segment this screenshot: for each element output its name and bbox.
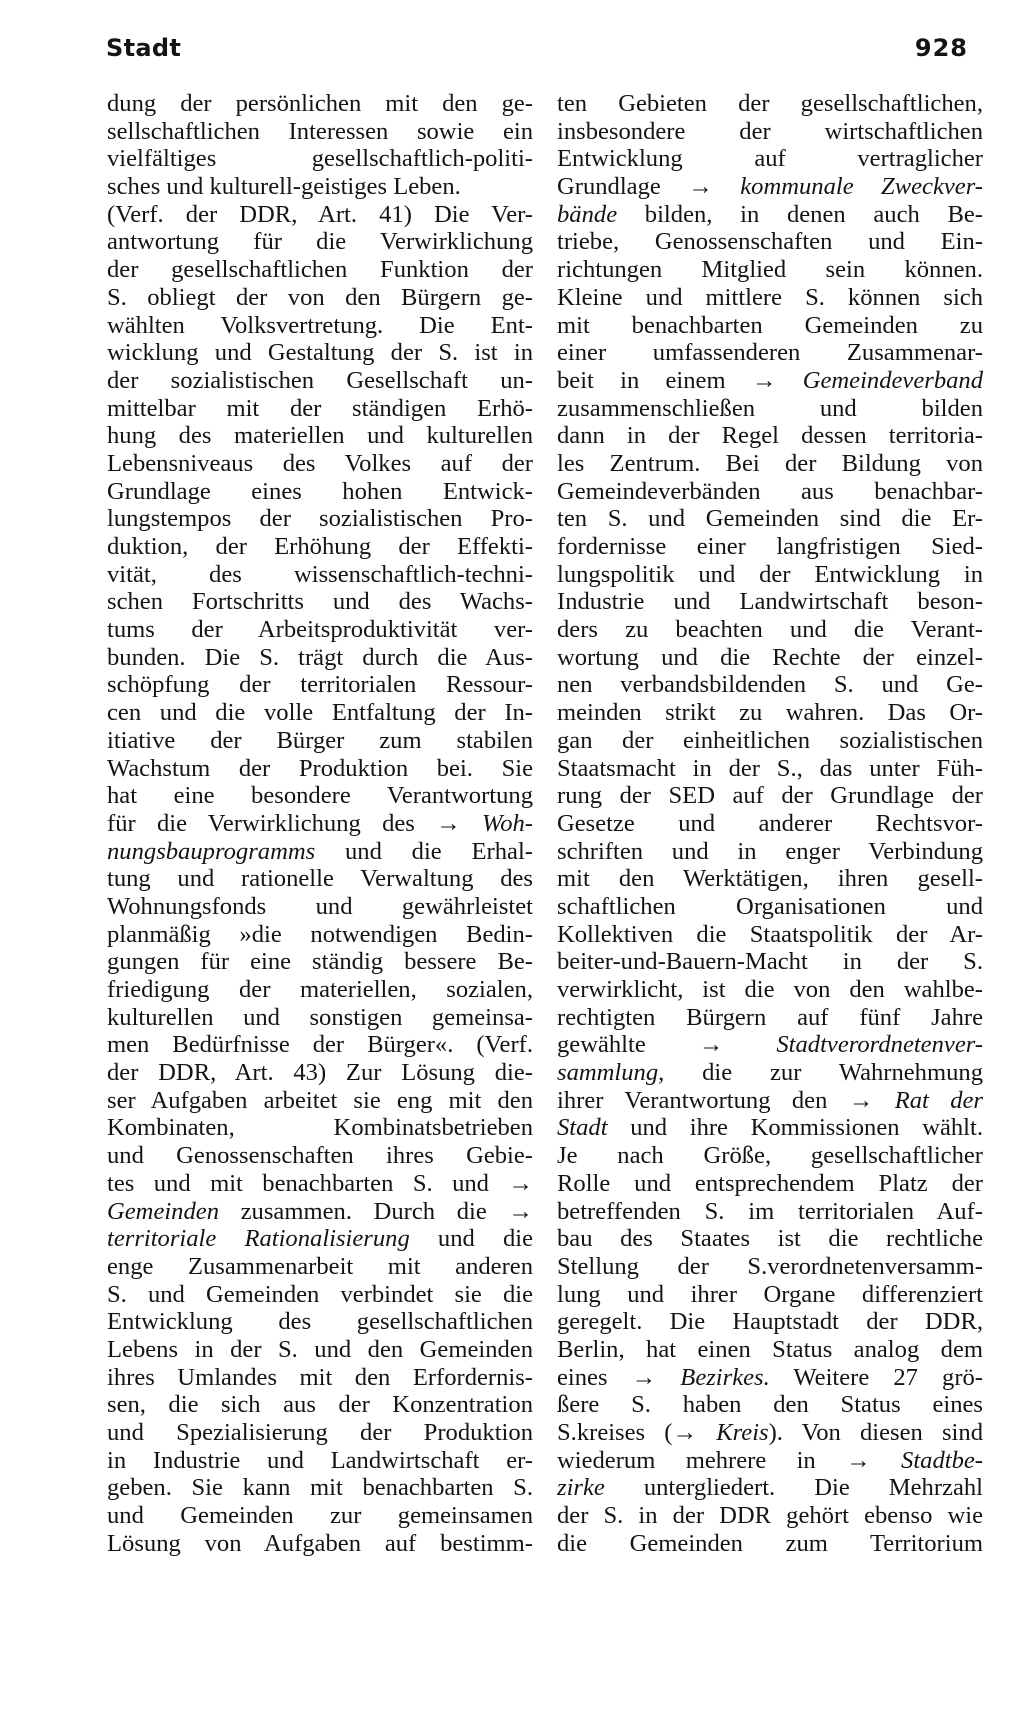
line-text: meinden strikt zu wahren. Das Or- [557, 699, 983, 727]
line-text: ßere S. haben den Status eines [557, 1391, 983, 1419]
line-text: Gemeindeverbänden aus benachbar- [557, 477, 983, 505]
page-header [106, 34, 968, 74]
line-text: sen, die sich aus der Konzentration [107, 1391, 533, 1419]
line-text: Lösung von Aufgaben auf bestimm- [107, 1529, 533, 1557]
line-text: gan der einheitlichen sozialistischen [557, 726, 983, 754]
line-text: der S. in der DDR gehört ebenso wie [557, 1502, 983, 1530]
line-text: zusammenschließen und bilden [557, 394, 983, 422]
text-line [557, 1530, 983, 1558]
line-text: vität, des wissenschaftlich-techni- [107, 560, 533, 588]
text-line [557, 1308, 983, 1336]
line-text: und Spezialisierung der Produktion [107, 1419, 533, 1446]
line-text: mittelbar mit der ständigen Erhö- [107, 394, 533, 422]
text-line [557, 395, 983, 423]
line-text: geregelt. Die Hauptstadt der DDR, [557, 1308, 983, 1336]
line-text: Kleine und mittlere S. können sich [557, 283, 983, 311]
text-line [557, 699, 983, 727]
line-text: men Bedürfnisse der Bürger«. (Verf. [107, 1031, 533, 1059]
text-line [107, 173, 533, 201]
text-line [557, 422, 983, 450]
text-line [557, 1031, 983, 1059]
text-line [107, 1059, 533, 1087]
line-text: triebe, Genossenschaften und Ein- [557, 228, 983, 256]
text-line [557, 1281, 983, 1309]
text-line [107, 450, 533, 478]
line-text: betreffenden S. im territorialen Auf- [557, 1197, 983, 1225]
text-line [107, 422, 533, 450]
text-line [557, 976, 983, 1004]
line-text: vielfältiges gesellschaftlich-politi- [107, 145, 533, 173]
cross-reference: Gemeindeverband [776, 366, 983, 394]
text-line [107, 1447, 533, 1475]
text-line [107, 118, 533, 146]
text-line [107, 367, 533, 395]
line-text: dann in der Regel dessen territoria- [557, 422, 983, 450]
text-line [107, 1474, 533, 1502]
text-line [107, 145, 533, 173]
line-text: schöpfung der territorialen Ressour- [107, 671, 533, 699]
line-text: kulturellen und sonstigen gemeinsa- [107, 1003, 533, 1031]
line-text: eines → [557, 1363, 657, 1391]
cross-reference: bände [557, 200, 618, 228]
line-text: zusammen. Durch die → [219, 1197, 533, 1225]
line-text: beiter-und-Bauern-Macht in der S. [557, 948, 983, 976]
line-text: ihres Umlandes mit den Erfordernis- [107, 1363, 533, 1391]
line-text: ihrer Verantwortung den → [557, 1086, 874, 1114]
text-line [557, 312, 983, 340]
line-text: lung und ihrer Organe differenziert [557, 1280, 983, 1308]
text-line [107, 1225, 533, 1253]
text-line [107, 588, 533, 616]
text-line [557, 505, 983, 533]
text-line [557, 1170, 983, 1198]
text-line [557, 339, 983, 367]
line-text: bunden. Die S. trägt durch die Aus- [107, 643, 533, 671]
text-line [107, 1419, 533, 1447]
cross-reference: Bezirkes. [656, 1363, 770, 1391]
line-text: wicklung und Gestaltung der S. ist in [107, 339, 533, 367]
cross-reference: sammlung, [557, 1059, 665, 1087]
left-text-column [107, 90, 533, 1557]
line-text: verwirklicht, ist die von den wahlbe- [557, 976, 983, 1003]
text-line [557, 228, 983, 256]
line-text: Je nach Größe, gesellschaftlicher [557, 1142, 983, 1170]
line-text: rung der SED auf der Grundlage der [557, 782, 983, 810]
text-line [107, 755, 533, 783]
line-text: wortung und die Rechte der einzel- [557, 643, 983, 671]
line-text: und ihre Kommissionen wählt. [607, 1114, 983, 1142]
text-line [557, 1114, 983, 1142]
line-text: lungstempos der sozialistischen Pro- [107, 505, 533, 533]
text-line [107, 727, 533, 755]
text-line [107, 865, 533, 893]
text-line [557, 865, 983, 893]
cross-reference: zirke [557, 1474, 605, 1502]
line-text: schriften und in enger Verbindung [557, 837, 983, 865]
line-text: les Zentrum. Bei der Bildung von [557, 449, 983, 477]
text-line [557, 561, 983, 589]
line-text: Staatsmacht in der S., das unter Füh- [557, 754, 983, 782]
line-text: für die Verwirklichung des [107, 809, 415, 837]
line-text: Berlin, hat einen Status analog dem [557, 1335, 983, 1363]
line-text: Wachstum der Produktion bei. Sie [107, 754, 533, 782]
line-text: und die [409, 1225, 533, 1253]
line-text: fordernisse einer langfristigen Sied- [557, 533, 983, 560]
text-line [107, 1281, 533, 1309]
line-text: die Gemeinden zum Territorium [557, 1529, 983, 1557]
line-text: rechtigten Bürgern auf fünf Jahre [557, 1003, 983, 1031]
line-text: und Genossenschaften ihres Gebie- [107, 1142, 533, 1170]
text-line [107, 976, 533, 1004]
text-line [107, 838, 533, 866]
line-text: wählten Volksvertretung. Die Ent- [107, 311, 533, 339]
text-line [557, 1059, 983, 1087]
text-line [557, 782, 983, 810]
line-text: gungen für eine ständig bessere Be- [107, 948, 533, 976]
text-line [557, 1253, 983, 1281]
line-text: cen und die volle Entfaltung der In- [107, 699, 533, 727]
line-text: wiederum mehrere in → [557, 1446, 871, 1474]
line-text: Rolle und entsprechendem Platz der [557, 1169, 983, 1197]
text-line [107, 1114, 533, 1142]
line-text: und Gemeinden zur gemeinsamen [107, 1502, 533, 1530]
text-line [107, 893, 533, 921]
line-text: S.kreises (→ [557, 1419, 698, 1446]
line-text: Grundlage → [557, 173, 713, 201]
line-text: lungspolitik und der Entwicklung in [557, 560, 983, 588]
line-text: insbesondere der wirtschaftlichen [557, 117, 983, 145]
cross-reference: Stadtverordnetenver- [723, 1031, 983, 1059]
line-text: Grundlage eines hohen Entwick- [107, 477, 533, 505]
line-text: sches und kulturell-geistiges Leben. [107, 173, 461, 201]
text-line [107, 1502, 533, 1530]
text-line [107, 505, 533, 533]
text-line [557, 145, 983, 173]
text-line [557, 588, 983, 616]
line-text: (Verf. der DDR, Art. 41) Die Ver- [107, 200, 533, 228]
cross-reference: → Woh- [414, 809, 533, 837]
line-text: tums der Arbeitsproduktivität ver- [107, 616, 533, 644]
text-line [557, 671, 983, 699]
text-line [107, 1087, 533, 1115]
text-line [107, 1336, 533, 1364]
text-line [557, 1447, 983, 1475]
text-line [557, 644, 983, 672]
line-text: itiative der Bürger zum stabilen [107, 726, 533, 754]
cross-reference: Rat der [873, 1086, 983, 1114]
text-line [107, 1530, 533, 1558]
line-text: tes und mit benachbarten S. und → [107, 1169, 533, 1197]
line-text: die zur Wahrnehmung [664, 1059, 983, 1087]
text-line [107, 644, 533, 672]
line-text: ders zu beachten und die Verant- [557, 616, 983, 644]
line-text: mit den Werktätigen, ihren gesell- [557, 865, 983, 893]
text-line [557, 1198, 983, 1226]
cross-reference: kommunale Zweckver- [712, 173, 983, 201]
text-line [557, 810, 983, 838]
text-line [107, 228, 533, 256]
text-line [557, 921, 983, 949]
line-text: tung und rationelle Verwaltung des [107, 865, 533, 893]
text-line [557, 1419, 983, 1447]
line-text: mit benachbarten Gemeinden zu [557, 311, 983, 339]
text-line [557, 450, 983, 478]
line-text: enge Zusammenarbeit mit anderen [107, 1252, 533, 1280]
line-text: duktion, der Erhöhung der Effekti- [107, 533, 533, 560]
text-line [107, 699, 533, 727]
line-text: Lebensniveaus des Volkes auf der [107, 449, 533, 477]
line-text: Lebens in der S. und den Gemeinden [107, 1335, 533, 1363]
line-text: ser Aufgaben arbeitet sie eng mit den [107, 1086, 533, 1114]
text-line [107, 90, 533, 118]
text-line [107, 201, 533, 229]
text-line [557, 755, 983, 783]
line-text: bilden, in denen auch Be- [617, 200, 983, 228]
text-line [557, 1142, 983, 1170]
text-line [107, 921, 533, 949]
text-line [557, 256, 983, 284]
text-line [557, 1474, 983, 1502]
text-line [107, 782, 533, 810]
text-line [107, 256, 533, 284]
text-line [107, 1391, 533, 1419]
line-text: Wohnungsfonds und gewährleistet [107, 892, 533, 920]
running-head: Stadt [106, 34, 182, 62]
text-line [107, 561, 533, 589]
line-text: hat eine besondere Verantwortung [107, 782, 533, 810]
text-line [557, 284, 983, 312]
line-text: in Industrie und Landwirtschaft er- [107, 1446, 533, 1474]
line-text: Industrie und Landwirtschaft beson- [557, 588, 983, 616]
text-line [107, 1142, 533, 1170]
text-line [557, 1225, 983, 1253]
text-line [107, 1253, 533, 1281]
line-text: Gesetze und anderer Rechtsvor- [557, 809, 983, 837]
line-text: Weitere 27 grö- [769, 1363, 983, 1391]
cross-reference: Gemeinden [107, 1197, 219, 1225]
line-text: der sozialistischen Gesellschaft un- [107, 366, 533, 394]
line-text: antwortung für die Verwirklichung [107, 228, 533, 256]
line-text: ten S. und Gemeinden sind die Er- [557, 505, 983, 533]
text-line [557, 90, 983, 118]
cross-reference: Stadt [557, 1114, 608, 1142]
text-line [107, 671, 533, 699]
text-line [557, 1391, 983, 1419]
cross-reference: Stadtbe- [870, 1446, 983, 1474]
line-text: einer umfassenderen Zusammenar- [557, 339, 983, 367]
text-line [107, 339, 533, 367]
text-line [107, 1198, 533, 1226]
text-line [557, 118, 983, 146]
text-line [557, 838, 983, 866]
text-line [557, 1336, 983, 1364]
text-line [557, 173, 983, 201]
line-text: dung der persönlichen mit den ge- [107, 90, 533, 117]
line-text: der gesellschaftlichen Funktion der [107, 256, 533, 284]
text-line [557, 1087, 983, 1115]
text-line [557, 1502, 983, 1530]
line-text: schen Fortschritts und des Wachs- [107, 588, 533, 616]
text-line [557, 616, 983, 644]
text-line [557, 478, 983, 506]
line-text: planmäßig »die notwendigen Bedin- [107, 920, 533, 948]
line-text: beit in einem → [557, 366, 777, 394]
line-text: S. obliegt der von den Bürgern ge- [107, 283, 533, 311]
text-line [107, 284, 533, 312]
text-line [557, 1004, 983, 1032]
line-text: bau des Staates ist die rechtliche [557, 1225, 983, 1253]
text-line [557, 367, 983, 395]
line-text: der DDR, Art. 43) Zur Lösung die- [107, 1059, 533, 1087]
text-line [107, 1004, 533, 1032]
line-text: Entwicklung des gesellschaftlichen [107, 1308, 533, 1336]
cross-reference: Kreis [697, 1419, 769, 1446]
text-line [557, 1364, 983, 1392]
text-line [107, 1031, 533, 1059]
line-text: sellschaftlichen Interessen sowie ein [107, 117, 533, 145]
text-line [107, 312, 533, 340]
line-text: untergliedert. Die Mehrzahl [604, 1474, 983, 1502]
text-line [557, 533, 983, 561]
line-text: gewählte → [557, 1031, 724, 1059]
line-text: Kollektiven die Staatspolitik der Ar- [557, 920, 983, 948]
text-line [557, 893, 983, 921]
line-text: Stellung der S.verordnetenversamm- [557, 1252, 983, 1280]
cross-reference: nungsbauprogramms [107, 837, 316, 865]
text-line [557, 948, 983, 976]
line-text: friedigung der materiellen, sozialen, [107, 976, 533, 1003]
text-line [107, 533, 533, 561]
cross-reference: territoriale Rationalisierung [107, 1225, 410, 1253]
line-text: und die Erhal- [315, 837, 533, 865]
line-text: richtungen Mitglied sein können. [557, 256, 983, 284]
text-line [107, 1170, 533, 1198]
text-line [107, 1308, 533, 1336]
text-line [557, 727, 983, 755]
text-line [107, 948, 533, 976]
line-text: ). Von diesen sind [768, 1419, 983, 1446]
line-text: ten Gebieten der gesellschaftlichen, [557, 90, 983, 117]
line-text: Kombinaten, Kombinatsbetrieben [107, 1114, 533, 1142]
text-line [107, 478, 533, 506]
line-text: hung des materiellen und kulturellen [107, 422, 533, 450]
text-line [107, 395, 533, 423]
line-text: geben. Sie kann mit benachbarten S. [107, 1474, 533, 1502]
line-text: Entwicklung auf vertraglicher [557, 145, 983, 173]
line-text: schaftlichen Organisationen und [557, 892, 983, 920]
right-text-column [557, 90, 983, 1557]
text-line [107, 616, 533, 644]
text-line [107, 810, 533, 838]
line-text: nen verbandsbildenden S. und Ge- [557, 671, 983, 699]
page-number: 928 [914, 34, 968, 62]
line-text: S. und Gemeinden verbindet sie die [107, 1280, 533, 1308]
text-line [107, 1364, 533, 1392]
text-line [557, 201, 983, 229]
